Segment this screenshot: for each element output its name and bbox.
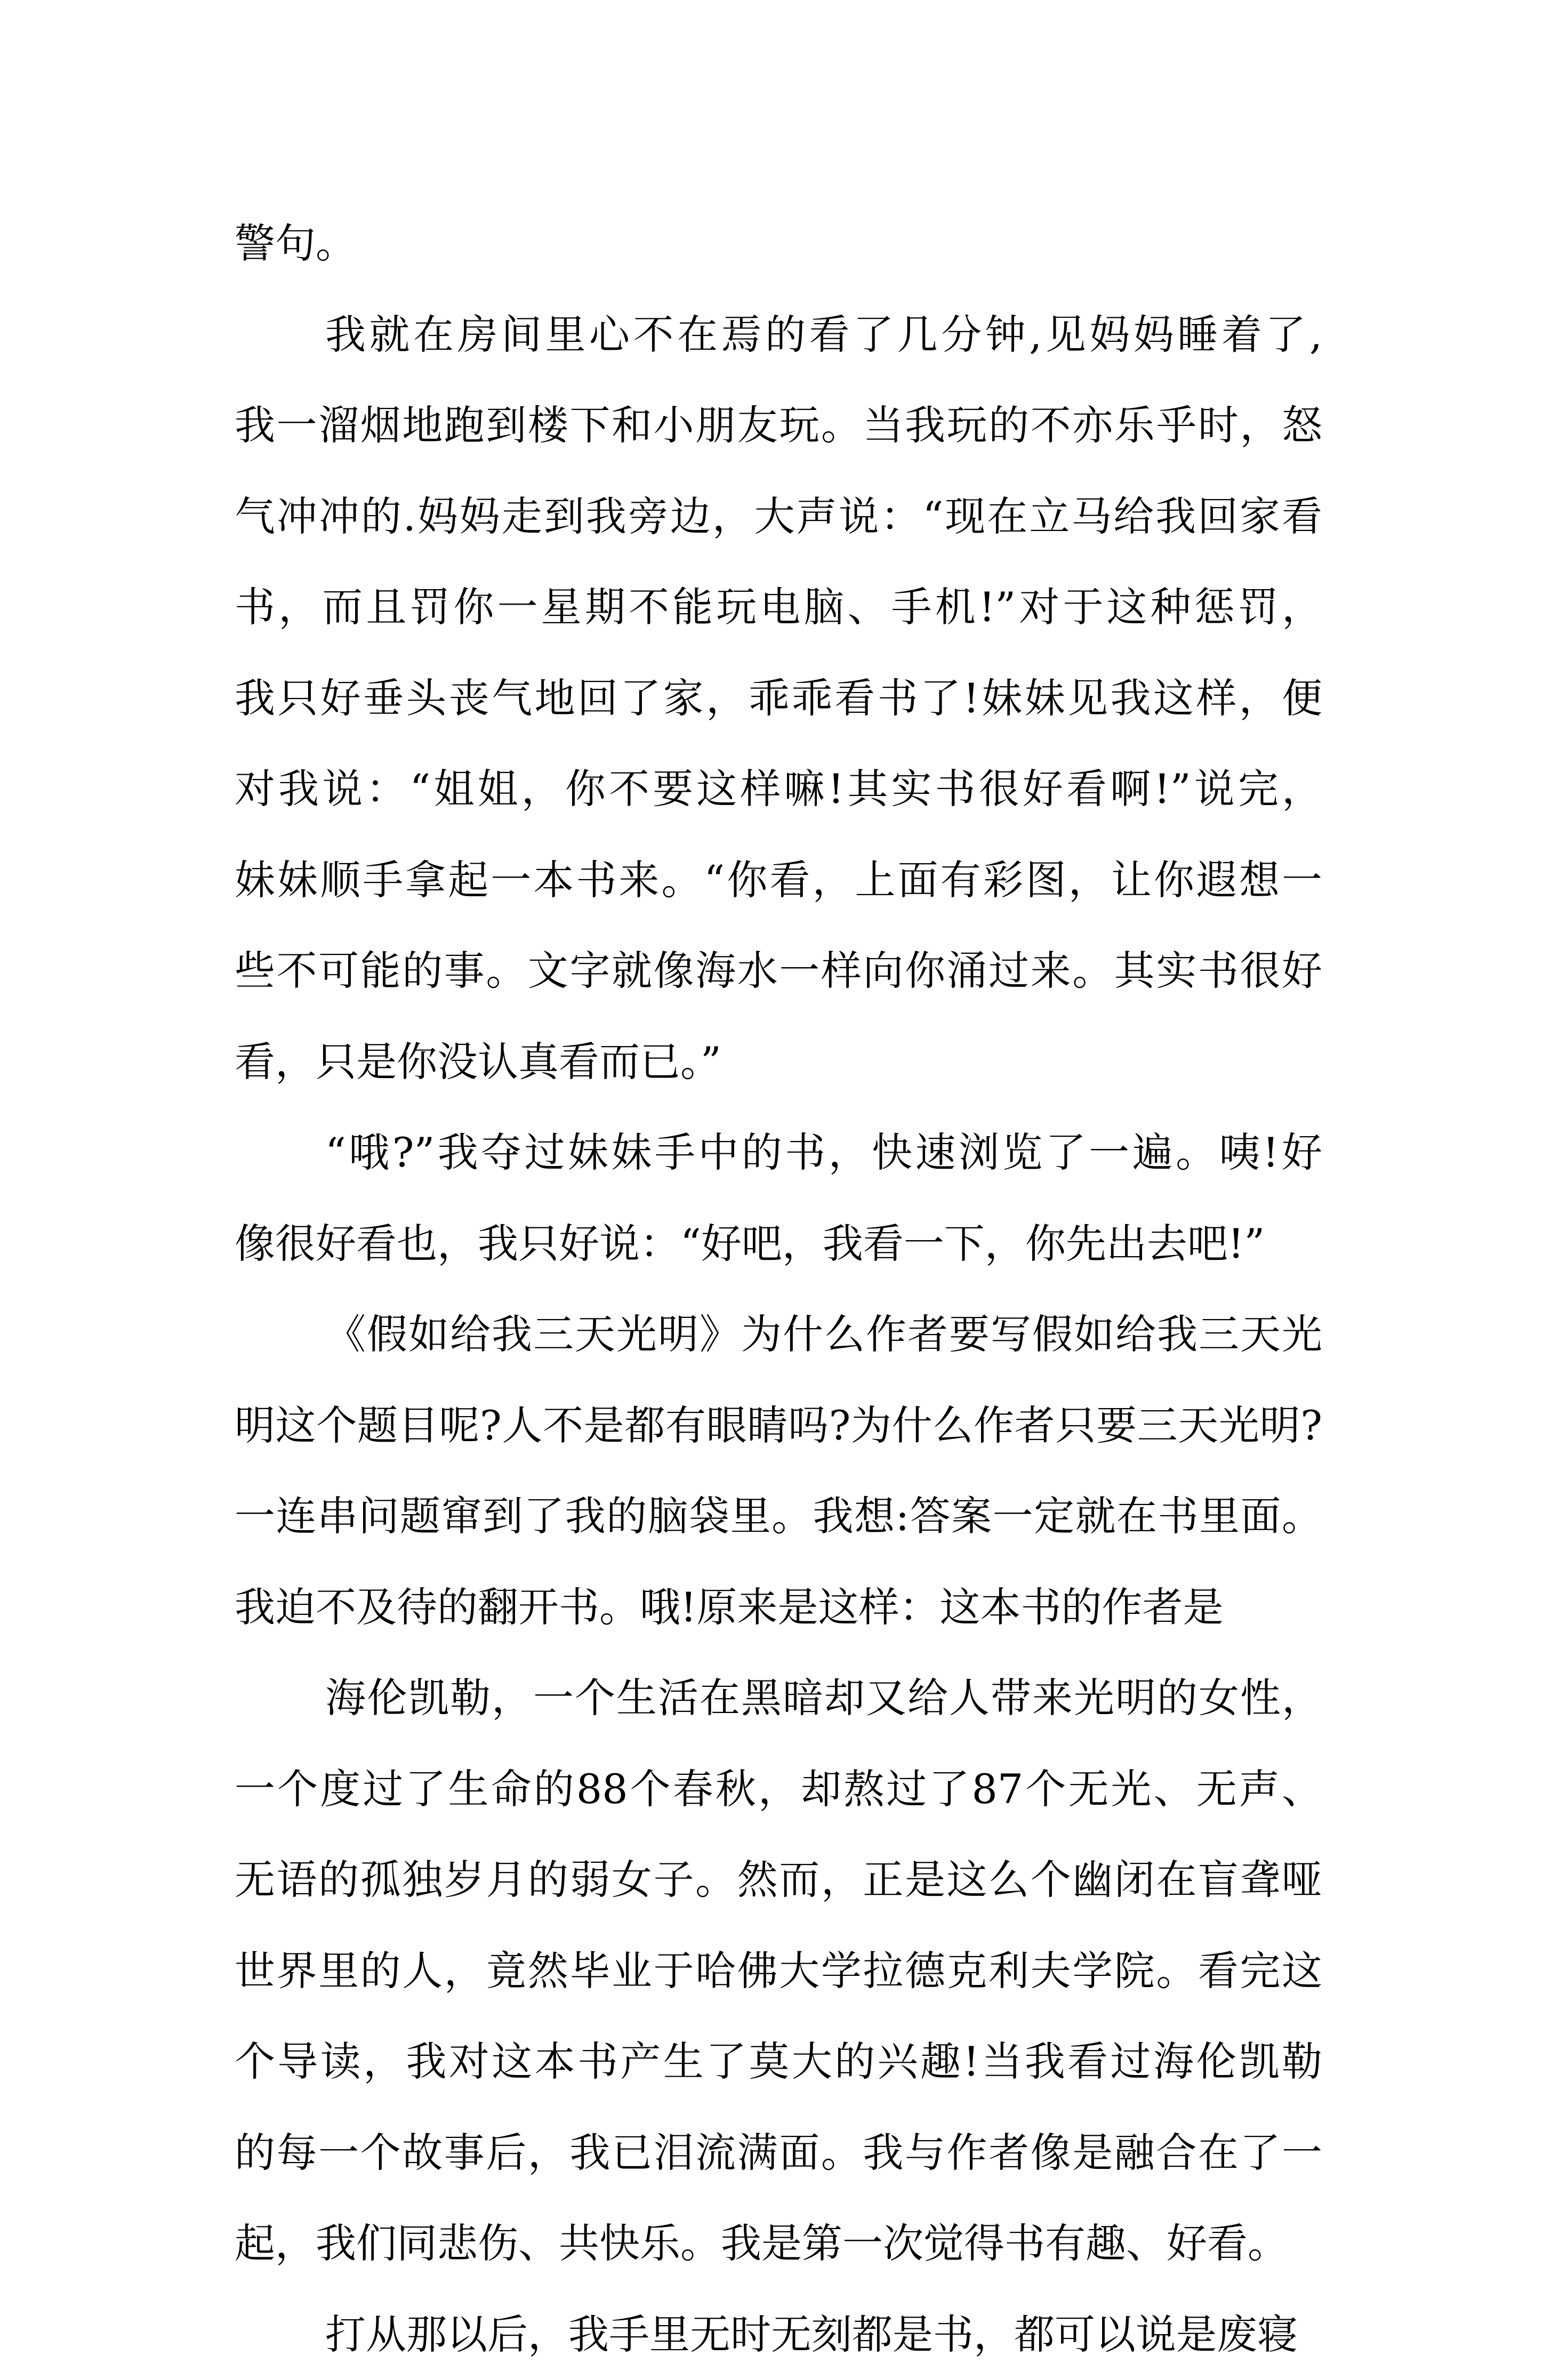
text-line: 警句。 <box>235 198 1322 290</box>
text-line: 我就在房间里心不在焉的看了几分钟,见妈妈睡着了, <box>235 290 1322 381</box>
text-line: 气冲冲的.妈妈走到我旁边，大声说：“现在立马给我回家看 <box>235 471 1322 562</box>
text-line: 的每一个故事后，我已泪流满面。我与作者像是融合在了一 <box>235 2108 1322 2199</box>
text-line: 无语的孤独岁月的弱女子。然而，正是这么个幽闭在盲聋哑 <box>235 1835 1322 1926</box>
text-line: 世界里的人，竟然毕业于哈佛大学拉德克利夫学院。看完这 <box>235 1926 1322 2017</box>
paragraph <box>235 2289 1322 2380</box>
text-line: 一连串问题窜到了我的脑袋里。我想:答案一定就在书里面。 <box>235 1471 1322 1562</box>
body-text <box>235 198 1322 2380</box>
text-line: “哦?”我夺过妹妹手中的书，快速浏览了一遍。咦!好 <box>235 1107 1322 1199</box>
text-line: 我迫不及待的翻开书。哦!原来是这样：这本书的作者是 <box>235 1562 1322 1653</box>
text-line: 个导读，我对这本书产生了莫大的兴趣!当我看过海伦凯勒 <box>235 2016 1322 2108</box>
text-line: 我只好垂头丧气地回了家，乖乖看书了!妹妹见我这样，便 <box>235 653 1322 744</box>
text-line: 对我说：“姐姐，你不要这样嘛!其实书很好看啊!”说完， <box>235 744 1322 835</box>
text-line: 打从那以后，我手里无时无刻都是书，都可以说是废寝 <box>235 2289 1322 2380</box>
paragraph <box>235 1289 1322 1653</box>
text-line: 起，我们同悲伤、共快乐。我是第一次觉得书有趣、好看。 <box>235 2198 1322 2289</box>
text-line: 明这个题目呢?人不是都有眼睛吗?为什么作者只要三天光明? <box>235 1380 1322 1472</box>
text-line: 看，只是你没认真看而已。” <box>235 1017 1322 1108</box>
paragraph <box>235 198 1322 290</box>
text-line: 些不可能的事。文字就像海水一样向你涌过来。其实书很好 <box>235 926 1322 1017</box>
text-line: 妹妹顺手拿起一本书来。“你看，上面有彩图，让你遐想一 <box>235 835 1322 926</box>
text-line: 像很好看也，我只好说：“好吧，我看一下，你先出去吧!” <box>235 1199 1322 1290</box>
paragraph <box>235 1107 1322 1289</box>
text-line: 海伦凯勒，一个生活在黑暗却又给人带来光明的女性， <box>235 1653 1322 1744</box>
text-line: 我一溜烟地跑到楼下和小朋友玩。当我玩的不亦乐乎时，怒 <box>235 380 1322 471</box>
text-line: 一个度过了生命的88个春秋，却熬过了87个无光、无声、 <box>235 1744 1322 1835</box>
paragraph <box>235 1653 1322 2289</box>
text-line: 《假如给我三天光明》为什么作者要写假如给我三天光 <box>235 1289 1322 1380</box>
text-line: 书，而且罚你一星期不能玩电脑、手机!”对于这种惩罚， <box>235 562 1322 653</box>
paragraph <box>235 290 1322 1108</box>
